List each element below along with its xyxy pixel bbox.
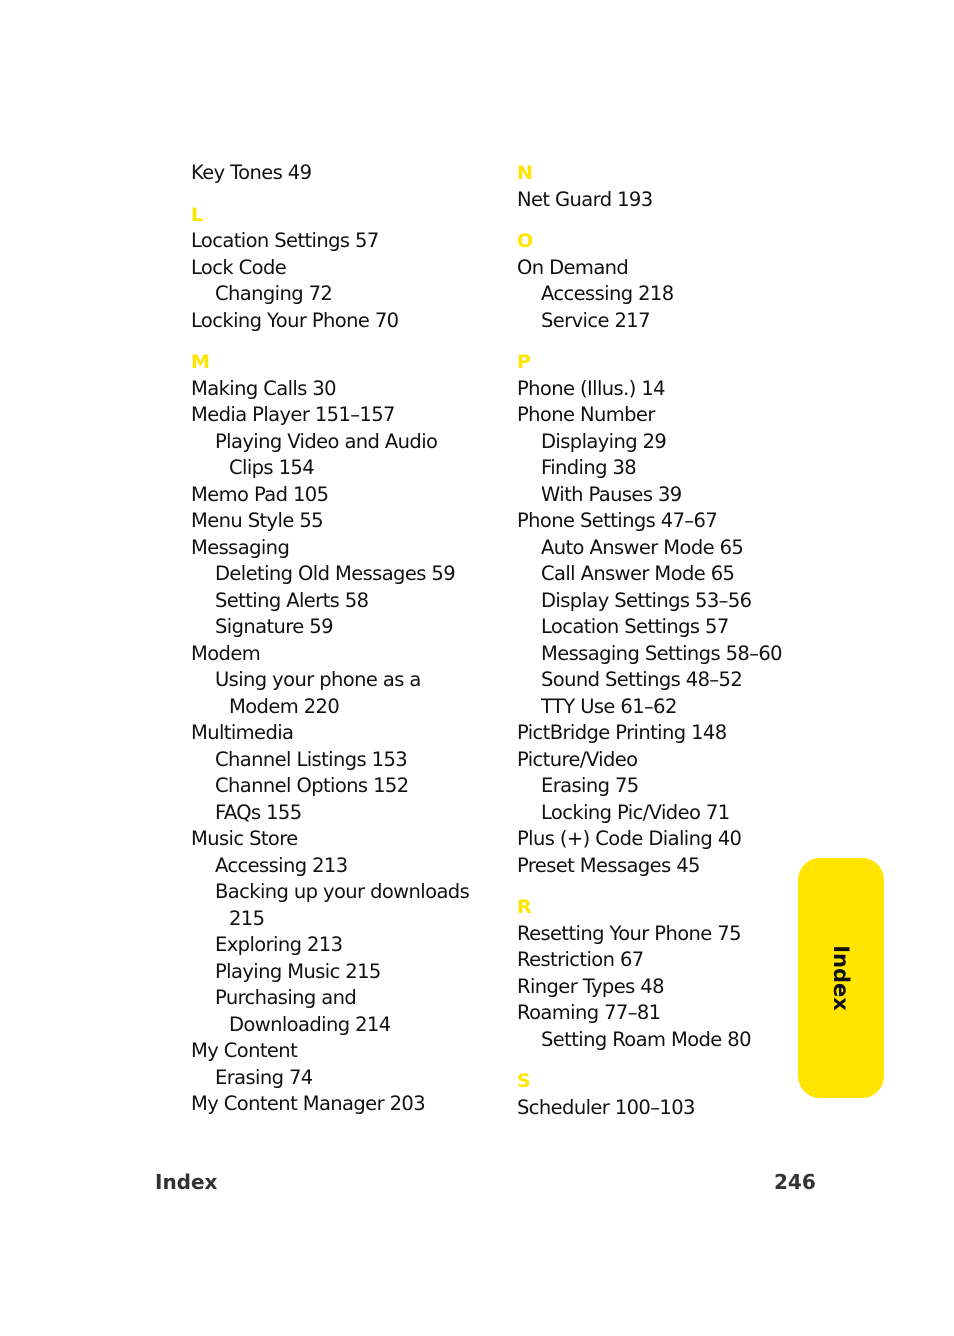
index-letter-heading: S: [517, 1070, 531, 1092]
index-entry: Locking Pic/Video 71: [541, 800, 730, 824]
index-entry: Lock Code: [191, 255, 287, 279]
index-entry: Memo Pad 105: [191, 482, 329, 506]
index-entry: Preset Messages 45: [517, 853, 700, 877]
index-entry: Backing up your downloads: [215, 880, 470, 903]
index-entry: Key Tones 49: [191, 161, 312, 184]
index-entry: Playing Video and Audio: [215, 429, 438, 453]
index-entry: Display Settings 53–56: [541, 588, 752, 612]
index-entry: Changing 72: [215, 282, 333, 305]
index-letter-heading: R: [517, 896, 532, 918]
index-entry: Accessing 218: [541, 282, 674, 305]
index-entry: Restriction 67: [517, 948, 644, 971]
index-entry: Ringer Types 48: [517, 974, 664, 998]
index-entry: My Content Manager 203: [191, 1092, 426, 1115]
index-entry: Phone Settings 47–67: [517, 509, 718, 532]
index-entry: Location Settings 57: [191, 229, 379, 252]
index-entry: Setting Alerts 58: [215, 588, 369, 612]
index-entry: Music Store: [191, 827, 298, 850]
index-entry: Finding 38: [541, 456, 637, 479]
index-entry: My Content: [191, 1039, 298, 1062]
index-entry: Service 217: [541, 308, 650, 332]
index-entry: Scheduler 100–103: [517, 1095, 695, 1119]
index-letter-heading: L: [191, 203, 203, 226]
index-entry: Locking Your Phone 70: [191, 308, 399, 332]
index-entry: Downloading 214: [229, 1012, 391, 1036]
index-entry: Setting Roam Mode 80: [541, 1027, 751, 1051]
index-entry: Modem 220: [229, 694, 340, 718]
index-entry: Erasing 74: [215, 1065, 313, 1089]
index-entry: Using your phone as a: [215, 668, 421, 691]
index-entry: Accessing 213: [215, 853, 348, 877]
index-entry: Making Calls 30: [191, 376, 336, 400]
index-entry: Deleting Old Messages 59: [215, 562, 456, 585]
index-column-right: [517, 160, 797, 1121]
index-entry: Call Answer Mode 65: [541, 562, 735, 585]
index-entry: Media Player 151–157: [191, 403, 395, 426]
index-entry: Modem: [191, 641, 261, 665]
index-letter-heading: N: [517, 162, 533, 184]
index-entry: PictBridge Printing 148: [517, 721, 727, 744]
index-entry: On Demand: [517, 255, 629, 279]
index-entry: Messaging Settings 58–60: [541, 641, 782, 665]
index-letter-heading: P: [517, 351, 531, 373]
index-entry: 215: [229, 906, 265, 930]
index-entry: Roaming 77–81: [517, 1001, 661, 1024]
index-entry: Channel Options 152: [215, 774, 409, 797]
index-entry: TTY Use 61–62: [541, 694, 677, 718]
section-tab-label: Index: [829, 945, 853, 1011]
index-entry: Menu Style 55: [191, 509, 323, 532]
index-letter-heading: M: [191, 351, 210, 373]
index-entry: Sound Settings 48–52: [541, 668, 743, 691]
index-entry: FAQs 155: [215, 800, 302, 824]
index-column-left: [191, 160, 491, 1118]
footer-section-title: Index: [155, 1170, 218, 1194]
index-entry: Displaying 29: [541, 429, 667, 453]
index-entry: Resetting Your Phone 75: [517, 921, 741, 945]
index-entry: Signature 59: [215, 615, 333, 638]
index-entry: Phone Number: [517, 403, 655, 426]
index-entry: Phone (Illus.) 14: [517, 376, 665, 400]
index-entry: Erasing 75: [541, 774, 639, 797]
index-entry: Picture/Video: [517, 747, 638, 771]
index-entry: Auto Answer Mode 65: [541, 535, 744, 559]
index-entry: Messaging: [191, 535, 290, 559]
section-tab: [798, 858, 884, 1098]
index-entry: Plus (+) Code Dialing 40: [517, 827, 742, 850]
index-letter-heading: O: [517, 230, 533, 252]
page-number: 246: [774, 1170, 816, 1194]
index-entry: Net Guard 193: [517, 187, 653, 211]
index-entry: Exploring 213: [215, 933, 343, 956]
index-entry: Location Settings 57: [541, 615, 729, 638]
index-entry: Multimedia: [191, 721, 294, 744]
index-entry: Clips 154: [229, 456, 315, 479]
index-entry: Purchasing and: [215, 986, 357, 1009]
index-entry: With Pauses 39: [541, 482, 682, 506]
index-entry: Playing Music 215: [215, 959, 381, 983]
index-entry: Channel Listings 153: [215, 747, 408, 771]
